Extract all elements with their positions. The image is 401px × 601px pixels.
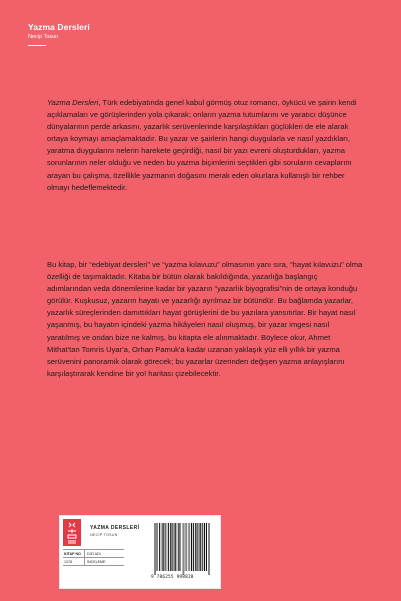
barcode-bar (170, 523, 171, 571)
blurb-paragraph-1 (47, 97, 363, 194)
barcode-panel (59, 515, 221, 589)
barcode-bar (193, 523, 194, 571)
blurb-paragraph-1-text: , Türk edebiyatında genel kabul görmüş otuz romancı, öykücü ve şairin kendi açıklamaları ve görüşlerinden yola çıkarak; onların yazma tutumlarını ve yaratıcı düşünce dünyalarının perde arkasını, yazarlık serüvenlerinde karşılaştıkları güçlükleri de ele alarak ortaya koymayı amaçlamaktadır. Bu yazar ve şairlerin hangi duygularla ve nasıl yazdıkları, yaratma duygularını nelerin harekete geçirdiği, nasıl bir yazı evreni oluşturdukları, yazma sorunlarının neler olduğu ve neden bu yazma biçimlerini seçtikleri gibi soruların cevaplarını arayan bu çalışma, özellikle yazmanın doğasını merak eden okurlara kullanışlı bir rehber olmayı hedeflemektedir. (47, 98, 357, 192)
catalog-table (63, 549, 124, 566)
barcode-bar (181, 523, 182, 571)
catalog-table-header-row (63, 549, 124, 557)
barcode-bar (189, 523, 190, 571)
barcode-book-author: NECİP TOSUN (90, 533, 118, 537)
barcode-bar (156, 523, 157, 571)
catalog-value-book-no: 1378 (64, 559, 72, 564)
barcode-bar (184, 523, 185, 575)
blurb-book-title: Yazma Dersleri (47, 98, 99, 107)
barcode-bar (200, 523, 201, 571)
barcode-bar (186, 523, 187, 571)
barcode-bar (167, 523, 168, 571)
barcode-bar (183, 523, 184, 575)
barcode-bar (208, 523, 209, 575)
barcode-bar (195, 523, 196, 571)
barcode-bar (162, 523, 163, 571)
barcode-bar (165, 523, 166, 571)
barcode-bar (177, 523, 178, 571)
blurb-paragraph-2-text: Bu kitap, bir “edebiyat dersleri” ve “yazma kılavuzu” olmasının yanı sıra, “hayat kılavuzu” olma özelliği de taşımaktadır. Kitaba bir bütün olarak bakıldığında, yazarlığa başlangıç adımlarından veda dönemlerine kadar bir yazarın “yazarlık biyografisi”nin de ortaya konduğu görülür. Kuşkusuz, yazarın hayatı ve yazarlığı ayrılmaz bir bütündür. Bu bağlamda yazarlar, yazarlık süreçlerinden damıttıkları hayat görüşlerini de bu yazılara yansıtırlar. Bir hayat nasıl yaşanmış, bu hayatın içindeki yazma hikâyeleri nasıl oluşmuş, bir yazar imgesi nasıl yaratılmış ve ondan bize ne kalmış, bu kitapta ele alınmaktadır. Böylece okur, Ahmet Mithat'tan Tomris Uyar'a, Orhan Pamuk'a kadar uzanan yaklaşık yüz elli yıllık bir yazma serüvenini panoramik olarak görecek; bu yazarlar üzerinden değişen yazma anlayışlarını karşılaştırarak kendine bir yo! haritası çizebilecektir. (47, 260, 363, 378)
barcode-bar (188, 523, 189, 571)
catalog-header-book-no: KİTAP NO (64, 551, 81, 556)
blurb-paragraph-2 (47, 259, 363, 380)
barcode-bar (178, 523, 179, 571)
barcode-bar (157, 523, 158, 571)
header-divider (28, 45, 46, 46)
isbn-number: 9 786255 998828 (151, 575, 194, 580)
barcode-bar (161, 523, 162, 571)
barcode-bar (202, 523, 203, 571)
catalog-header-series: DİZİ ADI (84, 550, 124, 557)
publisher-logo-icon (63, 519, 81, 546)
catalog-table-value-row (63, 557, 124, 566)
isbn-barcode (153, 523, 217, 575)
barcode-book-title: YAZMA DERSLERİ (90, 525, 140, 531)
author-name: Necip Tosun (28, 34, 59, 40)
barcode-bar (175, 523, 176, 571)
barcode-bar (155, 523, 156, 575)
barcode-bar (154, 523, 155, 575)
barcode-bar (159, 523, 160, 571)
barcode-bar (204, 523, 205, 571)
barcode-bar (206, 523, 207, 571)
series-title: Yazma Dersleri (28, 22, 90, 32)
barcode-bar (172, 523, 173, 571)
catalog-value-series: İNCELEME (84, 558, 124, 565)
barcode-bar (209, 523, 210, 575)
barcode-bar (191, 523, 192, 571)
barcode-bar (197, 523, 198, 571)
barcode-bar (168, 523, 169, 571)
barcode-bar (185, 523, 186, 571)
